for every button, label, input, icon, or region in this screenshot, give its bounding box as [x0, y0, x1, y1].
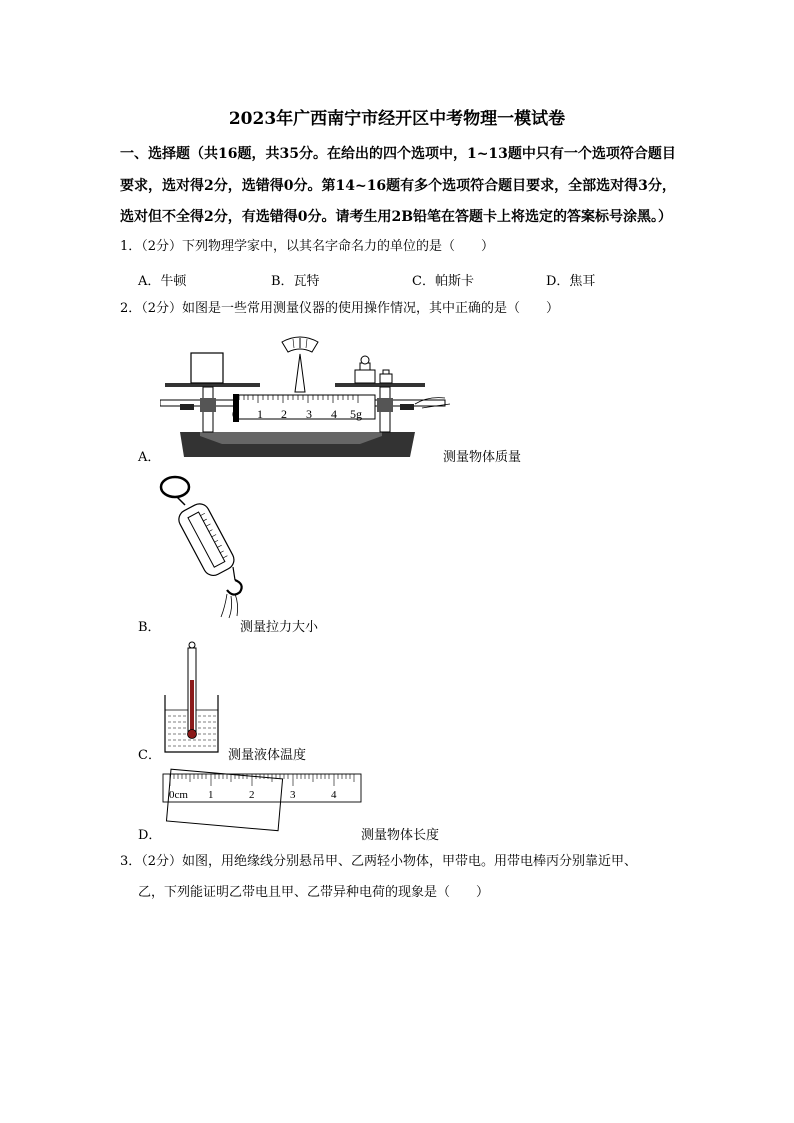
ruler-tick-1: 1: [208, 789, 214, 801]
ruler-figure: [160, 766, 365, 836]
question-2-option-a-caption: 测量物体质量: [443, 450, 522, 465]
weight-small: [380, 374, 392, 383]
question-2-stem: 2．（2分）如图是一些常用测量仪器的使用操作情况，其中正确的是（ ）: [120, 301, 560, 316]
pointer: [295, 354, 305, 392]
section-instructions-line-2: 要求，选对得2分，选错得0分。第14~16题有多个选项符合题目要求，全部选对得3分，: [120, 178, 676, 194]
spring-scale-figure: [155, 472, 255, 622]
question-2-option-d-letter: D．: [138, 828, 162, 843]
balance-tick-4: 4: [331, 407, 337, 421]
ruler-tick-2: 2: [249, 789, 255, 801]
hook: [227, 580, 242, 595]
question-2-option-c-caption: 测量液体温度: [228, 748, 307, 763]
right-pan: [335, 383, 425, 387]
ruler-tick-0cm: 0cm: [169, 789, 188, 801]
weight-large: [355, 370, 375, 383]
balance-tick-3: 3: [306, 407, 312, 421]
page-title: 2023年广西南宁市经开区中考物理一模试卷: [228, 109, 566, 129]
question-3-stem-line-1: 3．（2分）如图，用绝缘线分别悬吊甲、乙两轻小物体，甲带电。用带电棒丙分别靠近甲、: [120, 854, 638, 869]
section-instructions-line-1: 一、选择题（共16题，共35分。在给出的四个选项中，1~13题中只有一个选项符合题目: [120, 146, 676, 162]
rider: [233, 394, 239, 422]
balance-tick-5g: 5g: [350, 407, 362, 421]
balance-tick-2: 2: [281, 407, 287, 421]
question-1-stem: 1．（2分）下列物理学家中，以其名字命名力的单位的是（ ）: [120, 239, 495, 254]
ruler-tick-4: 4: [331, 789, 337, 801]
question-1-option-c: C．帕斯卡: [412, 274, 474, 289]
balance-figure: [160, 332, 455, 462]
question-1-option-a: A．牛顿: [138, 274, 187, 289]
question-2-option-b-letter: B．: [138, 620, 161, 635]
question-2-option-d-caption: 测量物体长度: [361, 828, 440, 843]
question-2-option-c-letter: C．: [138, 748, 161, 763]
question-2-option-b-caption: 测量拉力大小: [240, 620, 319, 635]
balance-tick-1: 1: [257, 407, 263, 421]
ruler-tick-3: 3: [290, 789, 296, 801]
pulling-fingers: [221, 594, 238, 618]
left-pan: [165, 383, 260, 387]
object-block: [191, 353, 223, 383]
thermometer-bulb: [188, 730, 197, 739]
thermometer-beaker-figure: [160, 640, 230, 760]
section-instructions-line-3: 选对但不全得2分，有选错得0分。请考生用2B铅笔在答题卡上将选定的答案标号涂黑。）: [120, 209, 673, 225]
question-1-option-d: D．焦耳: [546, 274, 596, 289]
question-3-stem-line-2: 乙，下列能证明乙带电且甲、乙带异种电荷的现象是（ ）: [138, 885, 490, 900]
question-1-option-b: B．瓦特: [271, 274, 320, 289]
question-2-option-a-letter: A．: [138, 450, 161, 465]
ring: [161, 477, 189, 497]
